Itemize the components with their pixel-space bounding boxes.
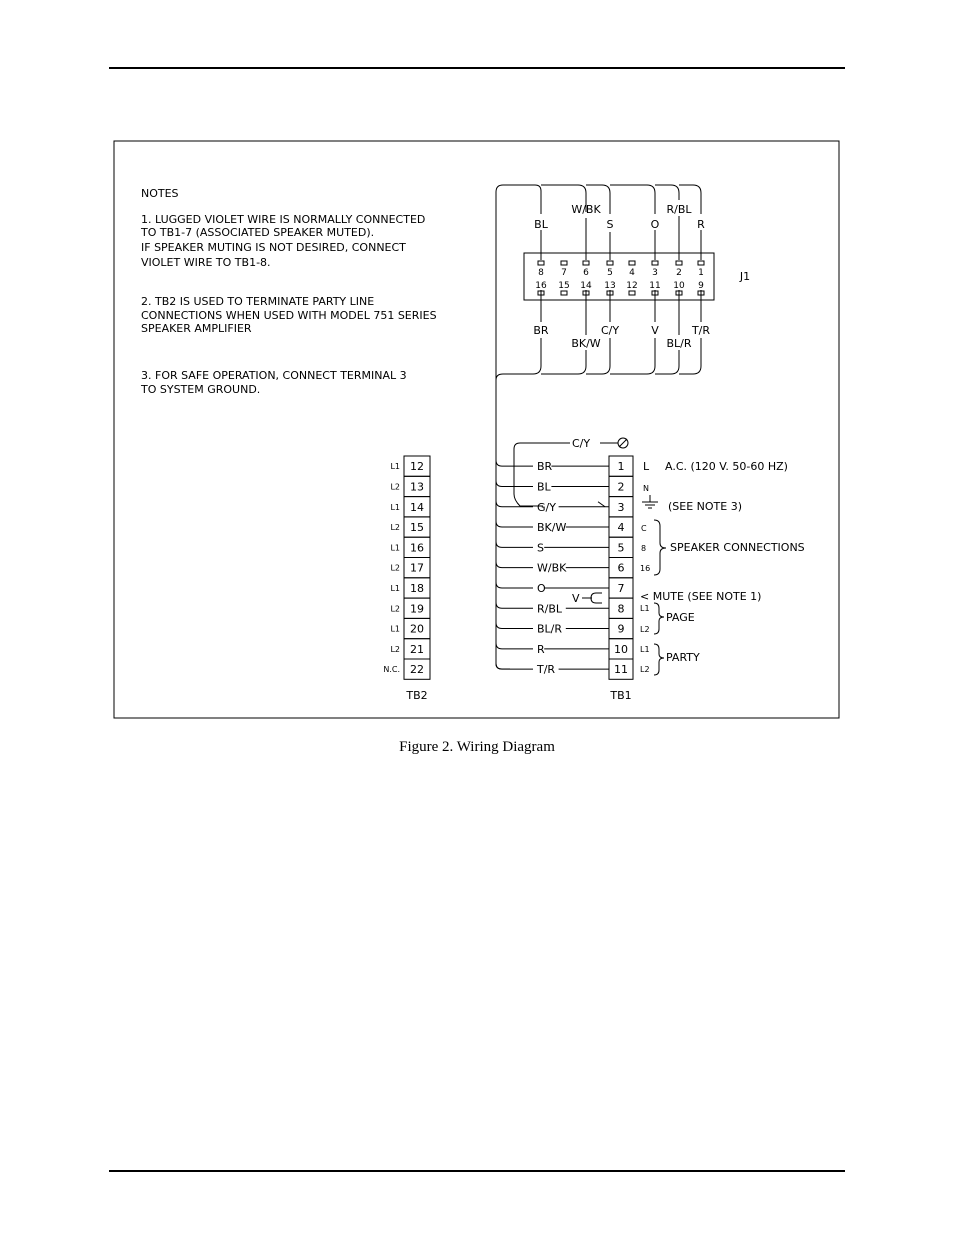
desc-mute: < MUTE (SEE NOTE 1)	[640, 590, 762, 603]
note-line: 3. FOR SAFE OPERATION, CONNECT TERMINAL 3	[141, 369, 407, 382]
j1-pin-icon	[676, 261, 682, 265]
j1-wire-label: W/BK	[571, 203, 601, 216]
j1-pin-number: 12	[626, 281, 638, 291]
j1-body	[524, 253, 714, 300]
tb2-terminal-tag: L1	[390, 502, 400, 512]
tb2-terminal-number: 14	[410, 500, 424, 514]
j1-pin-number: 10	[673, 281, 685, 291]
note-line: 2. TB2 IS USED TO TERMINATE PARTY LINE	[141, 295, 375, 308]
cy-wire-label: C/Y	[572, 437, 591, 450]
tb1-terminal-number: 9	[617, 622, 625, 636]
notes-block	[140, 187, 437, 396]
ground-icon	[642, 495, 658, 508]
tb2-terminal-tag: L2	[390, 482, 400, 492]
notes-heading: NOTES	[141, 187, 179, 200]
tb1-wire-label: W/BK	[537, 561, 567, 575]
tb1-wire-label: O	[537, 581, 546, 595]
tb1-terminal-number: 10	[614, 642, 628, 656]
tb1-wire	[496, 602, 533, 608]
tb2-terminal-tag: L2	[390, 563, 400, 573]
tb1-wire-label: BL	[537, 480, 551, 494]
tb1-wire-label: T/R	[537, 663, 556, 677]
tb1-wire-label: BK/W	[537, 521, 567, 535]
j1-pin-icon	[607, 261, 613, 265]
j1-wire-label: BL	[534, 218, 548, 231]
j1-pin-number: 13	[604, 281, 616, 291]
j1-wire-label: C/Y	[600, 324, 620, 337]
tb1-wires	[496, 460, 609, 676]
j1-pin-number: 9	[698, 281, 704, 291]
tb1-wire	[496, 562, 533, 568]
tag-party-l1: L1	[640, 645, 650, 654]
page-brace-icon	[654, 603, 664, 634]
wire-blr-return	[655, 350, 679, 374]
cy-wire-cap-slash	[619, 439, 627, 447]
tb1-wire-label: BL/R	[537, 622, 563, 636]
tag-party-l2: L2	[640, 665, 650, 674]
note-line: TO SYSTEM GROUND.	[141, 383, 261, 396]
note-line: 1. LUGGED VIOLET WIRE IS NORMALLY CONNECTED	[141, 213, 426, 226]
tb2-terminal-number: 15	[410, 521, 424, 535]
j1-wire-label: S	[606, 218, 614, 231]
tb1-annotations	[640, 460, 805, 675]
j1-wire-label: O	[650, 218, 660, 231]
lug-icon	[591, 593, 602, 603]
j1-pin-icon	[561, 261, 567, 265]
desc-speaker: SPEAKER CONNECTIONS	[670, 541, 805, 554]
tb2-terminal-tag: L1	[390, 543, 400, 553]
tb1-wire-label: BR	[537, 460, 553, 474]
j1-pin-number: 16	[535, 281, 547, 291]
tb1-wire	[496, 643, 533, 649]
j1-pin-number: 3	[652, 268, 658, 278]
tb1-terminal-block	[609, 456, 633, 679]
tag-l: L	[643, 460, 650, 473]
mute-lug	[582, 593, 602, 603]
tb2-terminal-tag: L2	[390, 523, 400, 533]
tb2-terminal-tag: L2	[390, 644, 400, 654]
j1-pins	[535, 261, 704, 295]
j1-pin-icon	[629, 261, 635, 265]
tb2-terminal-tag: L2	[390, 604, 400, 614]
tb1-wire-label: R	[537, 642, 545, 656]
tag-page-l2: L2	[640, 625, 650, 634]
tb1-wire-label: S	[537, 541, 544, 555]
j1-pin-number: 14	[580, 281, 592, 291]
wire-br-return	[503, 338, 541, 374]
desc-party: PARTY	[666, 651, 700, 664]
wire-o-loop	[610, 185, 655, 214]
tb2-terminal-tag: L1	[390, 583, 400, 593]
j1-pin-number: 4	[629, 268, 635, 278]
tag-n: N	[643, 484, 649, 493]
tb1-wire	[496, 541, 533, 547]
j1-wire-label: R	[697, 218, 705, 231]
j1-wire-label: BK/W	[571, 337, 601, 350]
tb2-terminal-number: 18	[410, 581, 424, 595]
tb2-terminal-tag: N.C.	[383, 665, 400, 675]
j1-pin-icon	[583, 261, 589, 265]
j1-pin-number: 11	[649, 281, 661, 291]
tb1-terminal-number: 1	[617, 460, 625, 474]
tb1-terminal-number: 11	[614, 663, 628, 677]
j1-wire-label: V	[651, 324, 659, 337]
j1-pin-icon	[538, 261, 544, 265]
tb2-label: TB2	[406, 689, 428, 702]
tag-page-l1: L1	[640, 604, 650, 613]
tb1-wire-label: G/Y	[537, 500, 556, 514]
j1-pin-icon	[698, 261, 704, 265]
j1-wire-label: T/R	[691, 324, 711, 337]
j1-pin-number: 7	[561, 268, 567, 278]
tb1-terminal-number: 4	[617, 521, 625, 535]
figure-caption: Figure 2. Wiring Diagram	[399, 739, 555, 755]
tb1-terminal-number: 6	[617, 561, 625, 575]
tb1-wire	[496, 582, 533, 588]
tb2-terminal-tag: L1	[390, 462, 400, 472]
desc-ac: A.C. (120 V. 50-60 HZ)	[665, 460, 788, 473]
tb2-terminal-block	[383, 456, 430, 679]
wire-rbl-loop	[655, 185, 679, 200]
j1-pin-icon	[561, 291, 567, 295]
tag-8: 8	[641, 544, 647, 553]
tb1-wire	[496, 521, 533, 527]
j1-wire-label: BR	[533, 324, 549, 337]
party-brace-icon	[654, 644, 664, 675]
j1-pin-number: 1	[698, 268, 704, 278]
j1-pin-number: 5	[607, 268, 613, 278]
tb2-terminal-number: 13	[410, 480, 424, 494]
tb1-terminal-number: 3	[617, 500, 625, 514]
note-line: VIOLET WIRE TO TB1-8.	[141, 256, 271, 269]
cy-wire-path	[514, 443, 570, 506]
tb2-terminal-number: 17	[410, 561, 424, 575]
j1-label: J1	[739, 270, 751, 283]
wire-bkw-return	[541, 350, 586, 374]
tb2-terminal-tag: L1	[390, 624, 400, 634]
bus-trunk	[496, 380, 510, 669]
j1-wire-label: BL/R	[666, 337, 692, 350]
wire-bl-loop	[496, 185, 541, 380]
tb1-wire	[496, 663, 533, 669]
wire-v-return	[610, 338, 655, 374]
tb2-terminal-number: 19	[410, 602, 424, 616]
tb2-terminal-number: 22	[410, 663, 424, 677]
tb2-terminal-number: 12	[410, 460, 424, 474]
tb1-terminal-number: 7	[617, 581, 625, 595]
note-line: TO TB1-7 (ASSOCIATED SPEAKER MUTED).	[141, 226, 375, 239]
j1-pin-number: 15	[558, 281, 570, 291]
j1-wire-label: R/BL	[666, 203, 692, 216]
j1-pin-number: 8	[538, 268, 544, 278]
tag-16: 16	[640, 564, 651, 573]
tb2-terminal-number: 21	[410, 642, 424, 656]
tb1-terminal-number: 8	[617, 602, 625, 616]
tb2-terminal-number: 16	[410, 541, 424, 555]
j1-pin-number: 6	[583, 268, 589, 278]
speaker-brace-icon	[654, 520, 666, 575]
note-line: CONNECTIONS WHEN USED WITH MODEL 751 SERIES	[141, 309, 437, 322]
tb1-terminal-number: 2	[617, 480, 625, 494]
tag-c: C	[641, 524, 647, 533]
desc-ground: (SEE NOTE 3)	[668, 500, 743, 513]
tb1-wire-arrow-icon	[598, 502, 605, 507]
desc-page: PAGE	[666, 611, 695, 624]
tb1-terminal-number: 5	[617, 541, 625, 555]
j1-pin-number: 2	[676, 268, 682, 278]
tb1-wire	[496, 623, 533, 629]
v-wire-label: V	[572, 592, 580, 605]
tb2-terminal-number: 20	[410, 622, 424, 636]
tb1-wire-label: R/BL	[537, 602, 563, 616]
j1-pin-icon	[652, 261, 658, 265]
note-line: SPEAKER AMPLIFIER	[141, 322, 252, 335]
note-line: IF SPEAKER MUTING IS NOT DESIRED, CONNECT	[141, 241, 406, 254]
tb1-label: TB1	[610, 689, 632, 702]
j1-pin-icon	[629, 291, 635, 295]
